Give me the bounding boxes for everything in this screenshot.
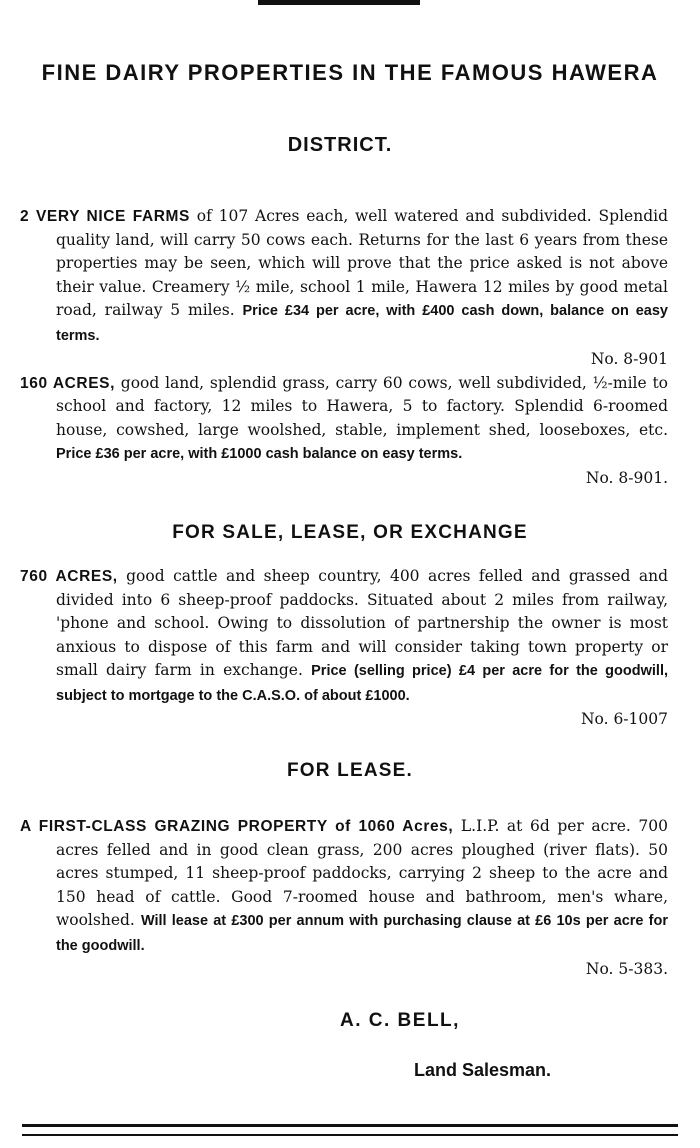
- listing-ref: No. 6-1007: [580, 710, 668, 728]
- listing-item: [20, 815, 668, 982]
- listing-ref: No. 8-901.: [585, 468, 668, 487]
- listing-lead: 760 ACRES,: [20, 568, 118, 585]
- signature-name: A. C. BELL,: [340, 1010, 460, 1031]
- listing-body: good land, splendid grass, carry 60 cows, well subdivided, ½-mile to school and factory, 12 miles to Hawera, 5 to factory. Splendid 6-roomed house, cowshed, large woolshed, stable, implement shed, looseboxes, etc.: [56, 373, 668, 439]
- listing-terms: Price (selling price) £4 per acre for the goodwill, subject to mortgage to the C.A.S.O. of about £1000.: [56, 663, 669, 704]
- listing-lead: A FIRST-CLASS GRAZING PROPERTY: [20, 818, 328, 835]
- listing-terms: Price £36 per acre, with £1000 cash balance on easy terms.: [56, 446, 463, 462]
- listing-body: of 107 Acres each, well watered and subdivided. Splendid quality land, will carry 50 cows each. Returns for the last 6 years from these properties may be seen, which will prove that the price asked is not above their value. Creamery ½ mile, school 1 mile, Hawera 12 miles by good metal road, railway 5 miles.: [56, 207, 668, 319]
- top-rule: [258, 0, 420, 5]
- listing-terms: Will lease at £300 per annum with purchasing clause at £6 10s per acre for the goodwill.: [56, 913, 668, 954]
- listing-body: good cattle and sheep country, 400 acres felled and grassed and divided into 6 sheep-proof paddocks. Situated about 2 miles from railway, 'phone and school. Owing to dissolution of partnership the owner is most anxious to dispose of this farm and will consider taking town property or small dairy farm in exchange.: [56, 567, 669, 679]
- listing-lead: 160 ACRES,: [20, 374, 116, 392]
- listing-block-sale: [20, 565, 668, 732]
- listing-lead: 2 VERY NICE FARMS: [20, 208, 190, 225]
- listing-item: [20, 372, 668, 491]
- listing-item: [20, 205, 668, 372]
- page-headline: FINE DAIRY PROPERTIES IN THE FAMOUS HAWERA: [41, 60, 659, 85]
- section-heading-sale: FOR SALE, LEASE, OR EXCHANGE: [172, 522, 528, 543]
- page-subheadline: DISTRICT.: [287, 134, 393, 156]
- listing-body: L.I.P. at 6d per acre. 700 acres felled and in good clean grass, 200 acres ploughed (river flats). 50 acres stumped, 11 sheep-proof paddocks, carrying 2 sheep to the acre and 150 head of cattle. Good 7-roomed house and bathroom, men's whare, woolshed.: [56, 817, 668, 929]
- listing-item: [20, 565, 668, 732]
- signature-title: Land Salesman.: [414, 1060, 552, 1080]
- section-heading-lease: FOR LEASE.: [286, 760, 413, 781]
- listing-block-lease: [20, 815, 668, 982]
- listing-block-dairy: [20, 205, 668, 490]
- listing-ref: No. 5-383.: [585, 960, 668, 978]
- bottom-rule-secondary: [22, 1134, 678, 1136]
- bottom-rule: [22, 1124, 678, 1127]
- listing-terms: Price £34 per acre, with £400 cash down, balance on easy terms.: [56, 303, 669, 344]
- listing-lead-tail: of 1060 Acres,: [327, 818, 454, 835]
- listing-ref: No. 8-901: [590, 350, 668, 368]
